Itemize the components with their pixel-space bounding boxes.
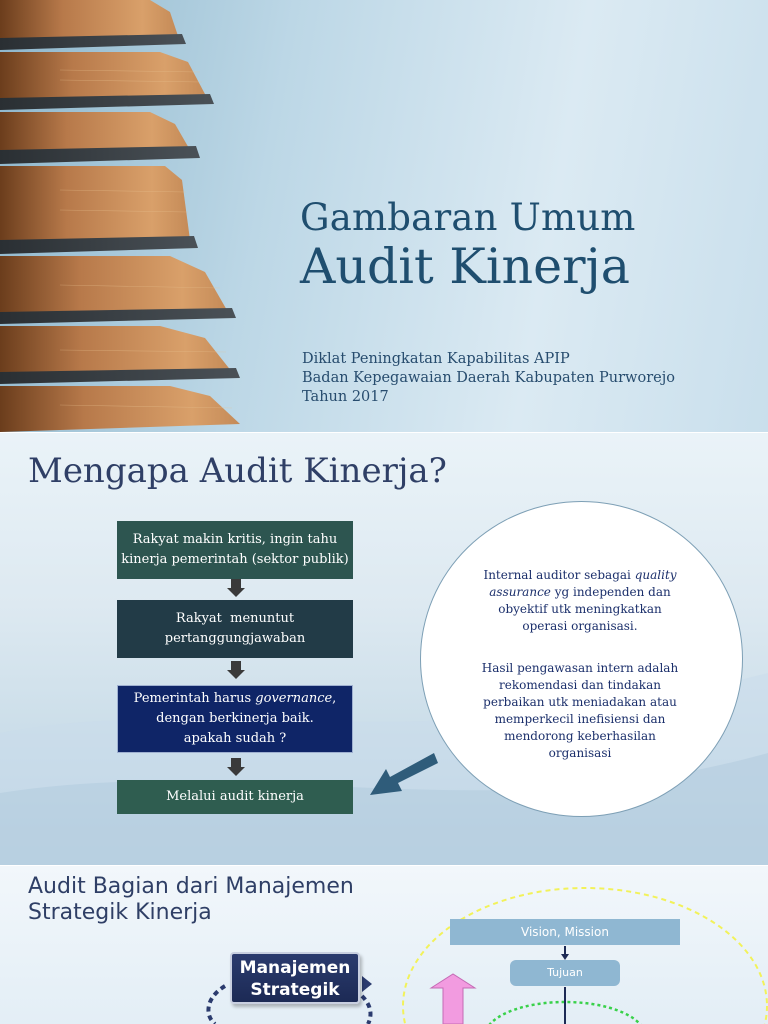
down-arrow-icon (227, 661, 245, 679)
info-circle (420, 501, 743, 817)
circle-p1-text-italic: quality assurance (489, 568, 677, 599)
mgmt-line1: Manajemen (239, 958, 351, 978)
cycle-arrow-head (362, 976, 372, 992)
subtitle-line2: Badan Kepegawaian Daerah Kabupaten Purworejo (302, 370, 675, 386)
left-arrow-icon (368, 751, 438, 797)
mgmt-line2: Strategik (250, 980, 340, 1000)
flow-box-3-line2: dengan berkinerja baik. (156, 711, 314, 726)
flow-box-3-text-italic: governance (255, 691, 333, 706)
strategy-diagram (0, 866, 768, 1024)
strategic-management-slide (0, 866, 768, 1024)
subtitle-line3: Tahun 2017 (302, 389, 389, 405)
book-stack-image (0, 0, 250, 432)
flow-box-2-line2: pertanggungjawaban (164, 631, 306, 646)
flow-box-1-line2: kinerja pemerintah (sektor publik) (121, 552, 349, 567)
circle-p1-text-a: Internal auditor sebagai (483, 568, 635, 582)
up-arrow-icon (431, 974, 475, 1024)
tujuan-box: Tujuan (510, 960, 620, 986)
flow-box-1 (117, 521, 353, 579)
flow-box-4: Melalui audit kinerja (117, 780, 353, 814)
flow-box-3-line1 (134, 689, 337, 709)
slide-title-line2: Strategik Kinerja (28, 900, 212, 925)
circle-paragraph-2: Hasil pengawasan intern adalah rekomendasi dan tindakan perbaikan utk meniadakan atau memperkecil inefisiensi dan mendorong keberhasilan organisasi (481, 661, 679, 760)
flow-box-3-text-a: Pemerintah harus (133, 691, 256, 706)
why-audit-slide (0, 433, 768, 865)
slide-title: Mengapa Audit Kinerja? (28, 451, 447, 491)
cycle-arrow-left (208, 986, 225, 1024)
down-arrow-icon (227, 579, 245, 597)
flow-box-2-line1: Rakyat menuntut (175, 611, 295, 626)
cycle-arrow-right (362, 996, 370, 1024)
flow-box-3-line3: apakah sudah ? (183, 731, 287, 746)
flow-box-3-text-c: , (332, 691, 337, 706)
slide-title-line1: Gambaran Umum (300, 196, 636, 239)
flow-box-3 (117, 685, 353, 753)
vision-mission-box: Vision, Mission (450, 919, 680, 945)
slide-title-line2: Audit Kinerja (300, 238, 630, 295)
circle-paragraph-1 (474, 567, 686, 635)
down-arrow-icon (227, 758, 245, 776)
manajemen-strategik-box (230, 952, 360, 1004)
flow-box-2 (117, 600, 353, 658)
title-slide (0, 0, 768, 432)
flow-box-1-line1: Rakyat makin kritis, ingin tahu (132, 532, 338, 547)
slide-title-line1: Audit Bagian dari Manajemen (28, 874, 354, 899)
subtitle-line1: Diklat Peningkatan Kapabilitas APIP (302, 351, 570, 367)
circle-p1-text-c: yg independen dan obyektif utk meningkatkan operasi organisasi. (498, 585, 671, 633)
slide-subtitle (302, 350, 675, 407)
